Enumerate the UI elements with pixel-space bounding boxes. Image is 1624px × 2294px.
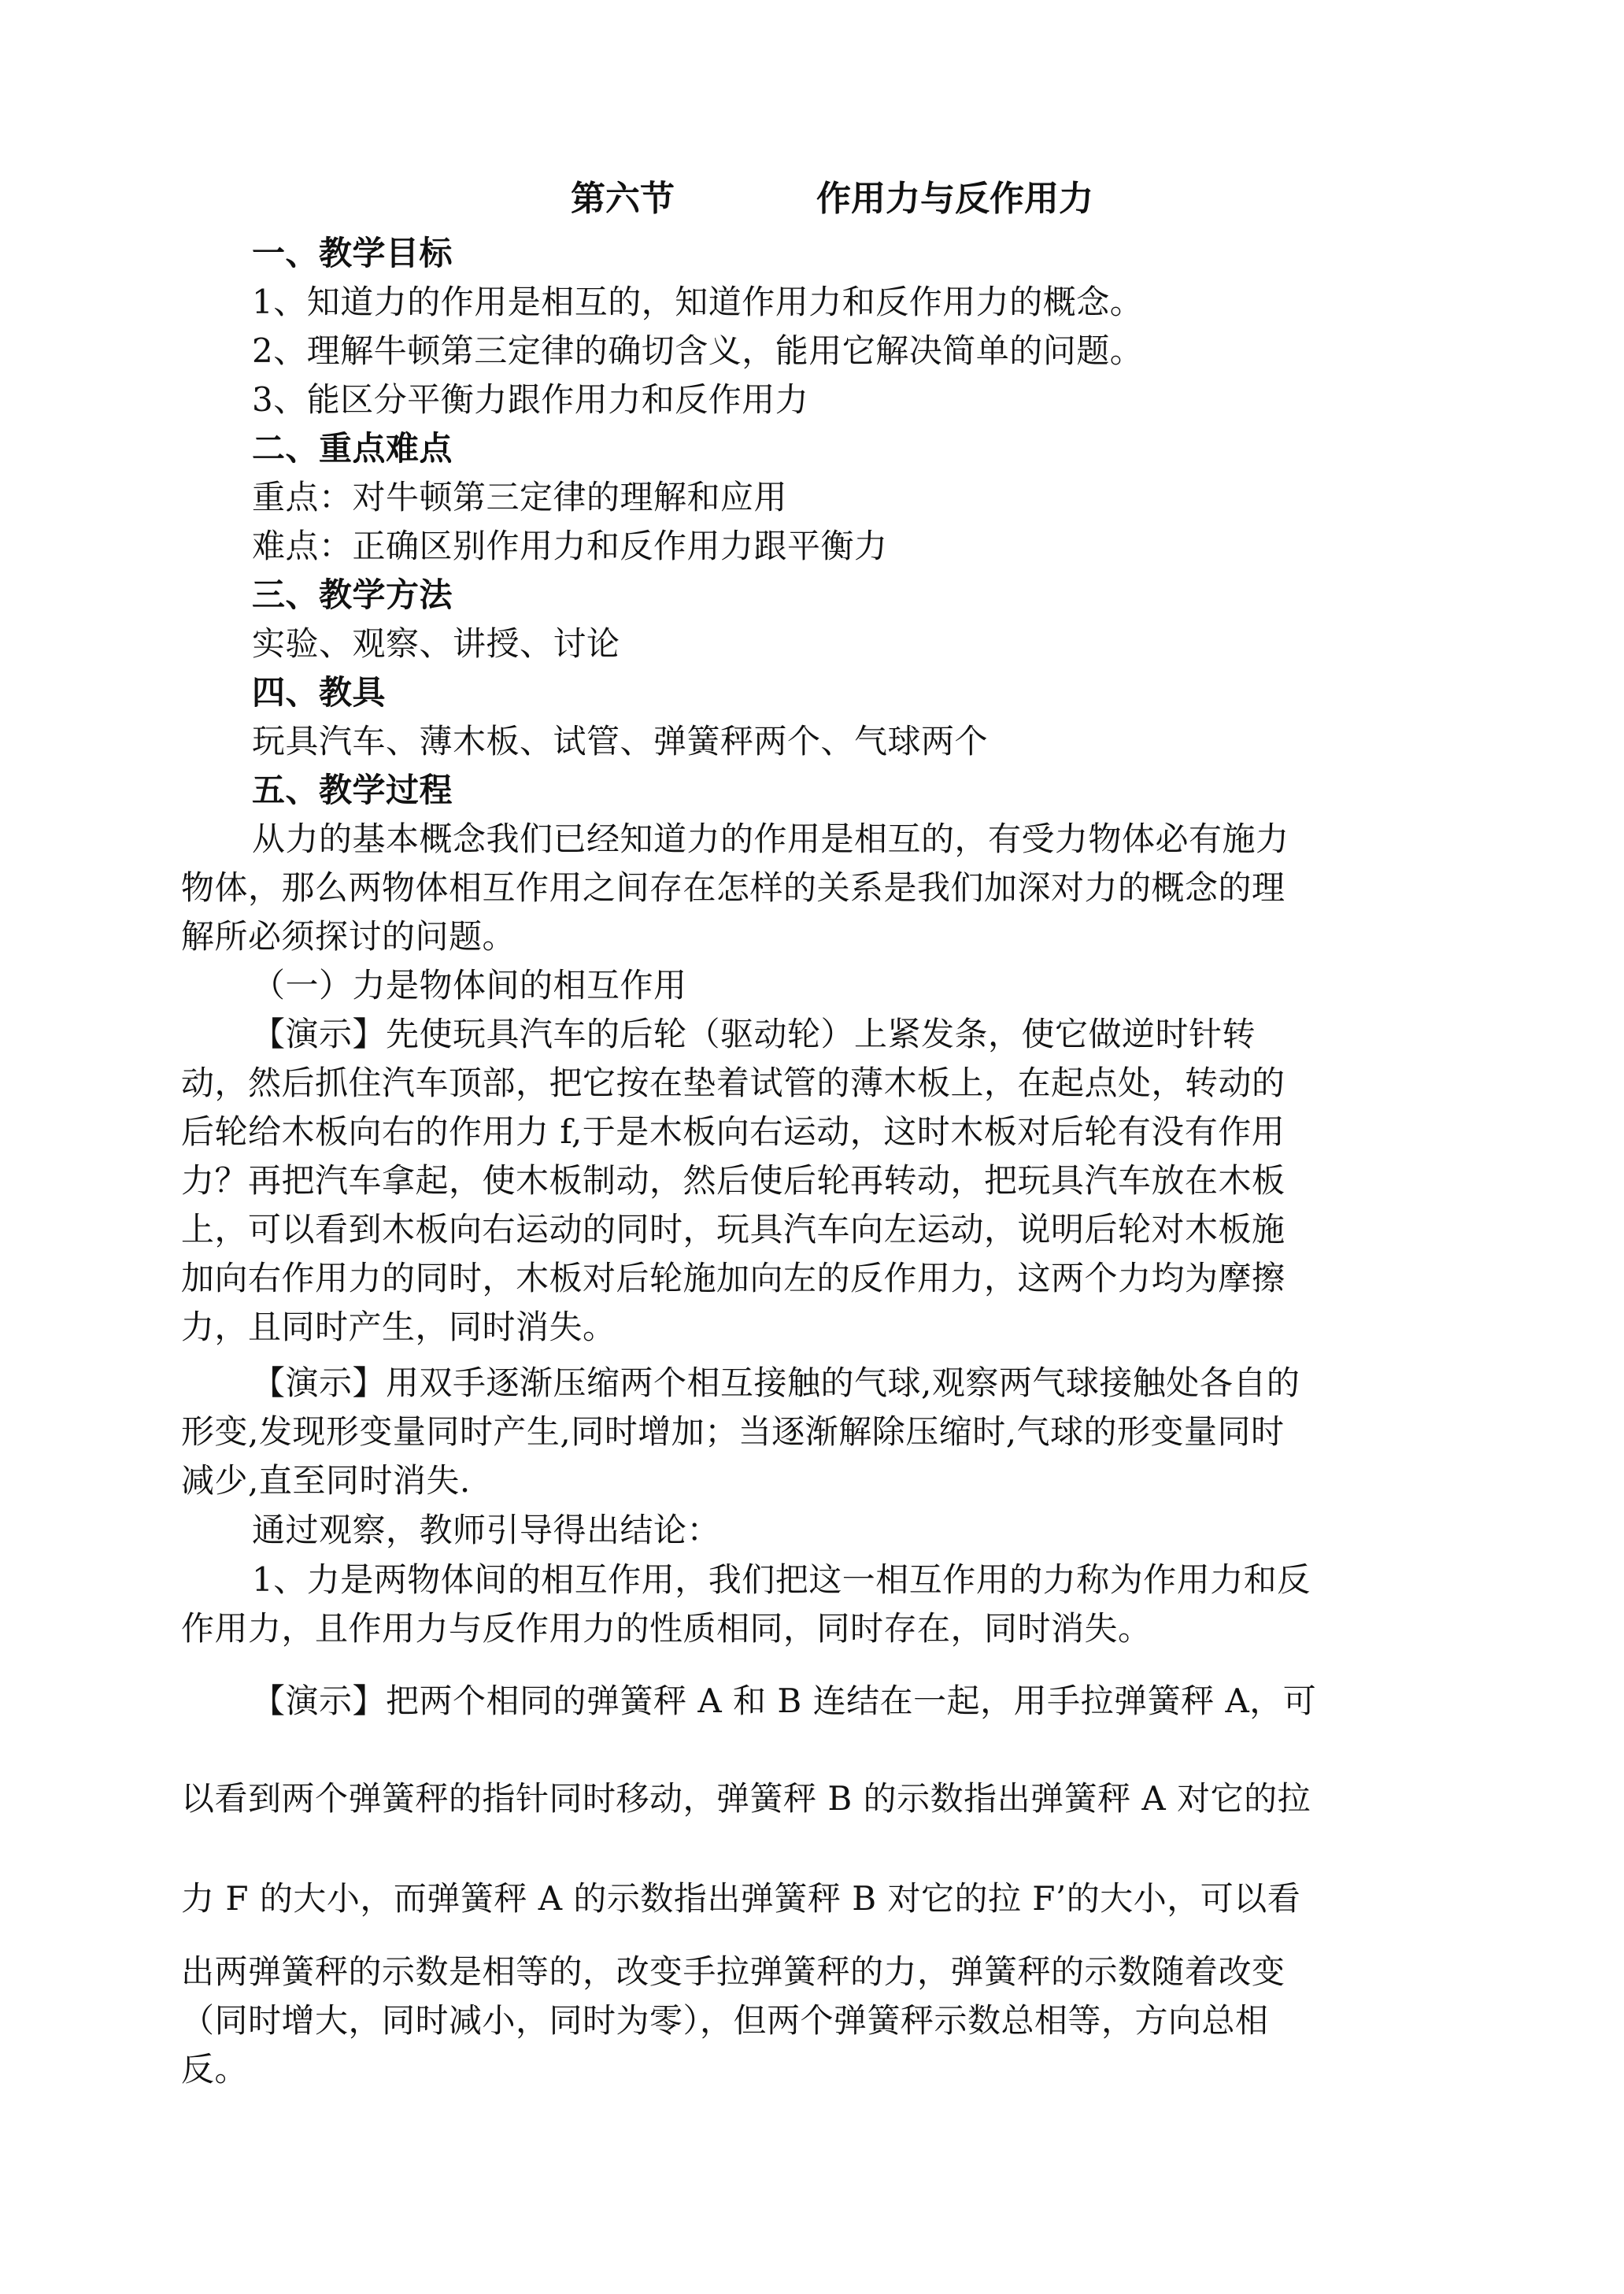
key-point-item: 难点：正确区别作用力和反作用力跟平衡力 xyxy=(252,527,888,565)
intro-paragraph-line: 解所必须探讨的问题。 xyxy=(181,917,516,956)
demo3-line: 力 F 的大小，而弹簧秤 A 的示数指出弹簧秤 B 对它的拉 F’的大小，可以看 xyxy=(181,1879,1301,1918)
demo1-line: 加向右作用力的同时，木板对后轮施加向左的反作用力，这两个力均为摩擦 xyxy=(181,1259,1286,1297)
demo1-line: 力，且同时产生，同时消失。 xyxy=(181,1308,616,1346)
title-name: 作用力与反作用力 xyxy=(816,179,1093,219)
title-section: 第六节 xyxy=(571,179,675,219)
demo3-line: 【演示】把两个相同的弹簧秤 A 和 B 连结在一起，用手拉弹簧秤 A，可 xyxy=(252,1682,1317,1720)
demo1-line: 后轮给木板向右的作用力 f,于是木板向右运动，这时木板对后轮有没有作用 xyxy=(181,1112,1286,1151)
demo1-line: 力？再把汽车拿起，使木板制动，然后使后轮再转动，把玩具汽车放在木板 xyxy=(181,1161,1286,1200)
objective-item: 3、能区分平衡力跟作用力和反作用力 xyxy=(252,380,809,419)
heading-tools: 四、教具 xyxy=(252,673,387,712)
objective-item: 1、知道力的作用是相互的，知道作用力和反作用力的概念。 xyxy=(252,283,1144,321)
demo1-line: 动，然后抓住汽车顶部，把它按在垫着试管的薄木板上，在起点处，转动的 xyxy=(181,1064,1286,1102)
document-title xyxy=(571,175,1093,224)
intro-paragraph-line: 从力的基本概念我们已经知道力的作用是相互的，有受力物体必有施力 xyxy=(252,820,1289,858)
demo1-line: 【演示】先使玩具汽车的后轮（驱动轮）上紧发条，使它做逆时针转 xyxy=(252,1015,1256,1053)
heading-key-points: 二、重点难点 xyxy=(252,429,453,468)
objective-item: 2、理解牛顿第三定律的确切含义，能用它解决简单的问题。 xyxy=(252,331,1144,370)
conclusion-intro: 通过观察，教师引导得出结论： xyxy=(252,1511,721,1549)
demo3-line: （同时增大，同时减小，同时为零），但两个弹簧秤示数总相等，方向总相 xyxy=(181,2001,1269,2040)
demo3-line: 出两弹簧秤的示数是相等的，改变手拉弹簧秤的力，弹簧秤的示数随着改变 xyxy=(181,1952,1286,1991)
demo2-line: 减少,直至同时消失. xyxy=(181,1461,471,1500)
demo2-line: 形变,发现形变量同时产生,同时增加；当逐渐解除压缩时,气球的形变量同时 xyxy=(181,1412,1285,1451)
demo1-line: 上，可以看到木板向右运动的同时，玩具汽车向左运动，说明后轮对木板施 xyxy=(181,1210,1286,1249)
heading-process: 五、教学过程 xyxy=(252,771,453,809)
key-point-item: 重点：对牛顿第三定律的理解和应用 xyxy=(252,478,788,516)
demo2-line: 【演示】用双手逐渐压缩两个相互接触的气球,观察两气球接触处各自的 xyxy=(252,1363,1300,1402)
conclusion-line: 1、力是两物体间的相互作用，我们把这一相互作用的力称为作用力和反 xyxy=(252,1560,1311,1599)
subheading-interaction: （一）力是物体间的相互作用 xyxy=(252,966,687,1005)
tools-text: 玩具汽车、薄木板、试管、弹簧秤两个、气球两个 xyxy=(252,722,989,760)
heading-methods: 三、教学方法 xyxy=(252,575,453,614)
heading-objectives: 一、教学目标 xyxy=(252,234,453,272)
conclusion-line: 作用力，且作用力与反作用力的性质相同，同时存在，同时消失。 xyxy=(181,1609,1152,1648)
methods-text: 实验、观察、讲授、讨论 xyxy=(252,624,620,663)
demo3-line: 以看到两个弹簧秤的指针同时移动，弹簧秤 B 的示数指出弹簧秤 A 对它的拉 xyxy=(181,1779,1311,1818)
demo3-line: 反。 xyxy=(181,2050,249,2089)
intro-paragraph-line: 物体，那么两物体相互作用之间存在怎样的关系是我们加深对力的概念的理 xyxy=(181,868,1286,907)
